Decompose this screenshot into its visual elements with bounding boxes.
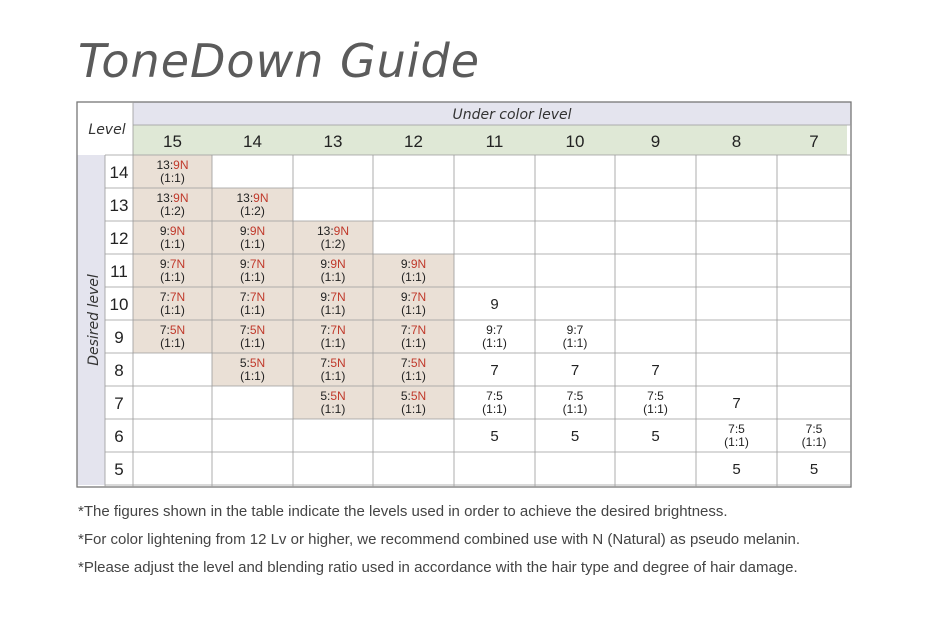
cell-formula: 9:7N [320,290,346,304]
row-label-14: 14 [109,163,129,182]
cell-formula: 9:9N [400,257,427,271]
column-header-label: Under color level [452,107,572,123]
row-label-12: 12 [109,229,129,248]
cell-formula: 7:5N [239,323,266,337]
cell-ratio: (1:1) [401,402,426,416]
cell-ratio: (1:1) [320,369,346,383]
cell-ratio: (1:1) [401,303,426,317]
cell-ratio: (1:1) [160,270,185,284]
corner-label: Level [88,122,126,138]
cell-formula: 7:5N [400,356,427,370]
cell-formula: 7:5 [728,422,745,436]
cell-formula: 7:5 [805,422,823,436]
footnote-1: *The figures shown in the table indicate the levels used in order to achieve the desired brightness. [78,503,728,520]
column-label-10: 10 [565,132,585,151]
cell-formula: 13:9N [316,224,350,238]
column-label-14: 14 [243,132,262,151]
cell-formula: 9:9N [159,224,186,238]
row-header-label: Desired level [86,274,102,366]
cell-formula: 9:7N [159,257,186,271]
cell-formula: 5:5N [320,389,346,403]
cell-formula: 13:9N [236,191,269,205]
cell-formula: 13:9N [156,191,189,205]
cell-ratio: (1:1) [320,270,346,284]
cell-ratio: (1:1) [160,171,185,185]
cell-ratio: (1:1) [482,402,507,416]
cell-formula: 7:5 [486,389,503,403]
cell-ratio: (1:1) [240,336,265,350]
cell-formula: 9:9N [239,224,266,238]
row-label-6: 6 [114,427,124,446]
column-label-12: 12 [404,132,423,151]
cell-value: 5 [490,428,499,445]
column-label-7: 7 [809,132,819,151]
cell-value: 7 [651,362,660,379]
cell-formula: 5:5N [239,356,266,370]
cell-formula: 13:9N [156,158,189,172]
footnote-3: *Please adjust the level and blending ratio used in accordance with the hair type and degree of hair damage. [78,559,798,576]
cell-value: 5 [570,428,580,445]
cell-ratio: (1:1) [724,435,749,449]
cell-formula: 7:7N [159,290,186,304]
cell-ratio: (1:1) [801,435,827,449]
cell-ratio: (1:1) [240,369,265,383]
row-label-9: 9 [114,328,124,347]
cell-ratio: (1:1) [160,303,185,317]
column-label-15: 15 [163,132,182,151]
cell-formula: 7:7N [400,323,427,337]
cell-formula: 5:5N [400,389,427,403]
cell-formula: 9:7 [486,323,503,337]
cell-value: 7 [490,362,499,379]
cell-formula: 9:7N [400,290,427,304]
cell-ratio: (1:1) [643,402,668,416]
row-label-13: 13 [109,196,129,215]
column-label-13: 13 [323,132,343,151]
column-label-11: 11 [485,132,504,151]
cell-formula: 7:5 [647,389,664,403]
cell-formula: 9:7 [566,323,584,337]
cell-ratio: (1:1) [160,237,185,251]
cell-ratio: (1:1) [562,336,588,350]
cell-ratio: (1:2) [320,237,346,251]
cell-ratio: (1:1) [240,237,265,251]
row-label-8: 8 [114,361,124,380]
cell-ratio: (1:1) [401,336,426,350]
cell-formula: 7:7N [239,290,266,304]
cell-formula: 7:7N [320,323,346,337]
cell-ratio: (1:1) [320,303,346,317]
row-label-11: 11 [110,262,128,281]
cell-ratio: (1:1) [240,303,265,317]
cell-ratio: (1:1) [320,336,346,350]
page-title: ToneDown Guide [78,34,481,88]
cell-ratio: (1:1) [160,336,185,350]
cell-value: 7 [732,395,741,412]
cell-ratio: (1:1) [240,270,265,284]
row-label-5: 5 [114,460,124,479]
row-label-7: 7 [114,394,124,413]
cell-value: 7 [570,362,580,379]
column-label-9: 9 [650,132,661,151]
cell-formula: 7:5N [159,323,186,337]
cell-ratio: (1:2) [160,204,185,218]
cell-ratio: (1:1) [320,402,346,416]
cell-value: 9 [490,296,499,313]
cell-ratio: (1:1) [482,336,507,350]
cell-formula: 9:7N [239,257,266,271]
cell-ratio: (1:1) [401,270,426,284]
cell-formula: 9:9N [320,257,346,271]
cell-value: 5 [809,461,819,478]
row-label-10: 10 [109,295,129,314]
cell-formula: 7:5N [320,356,346,370]
cell-value: 5 [651,428,660,445]
footnote-2: *For color lightening from 12 Lv or higher, we recommend combined use with N (Natural) as pseudo melanin. [78,531,801,548]
cell-ratio: (1:1) [401,369,426,383]
column-label-8: 8 [731,132,742,151]
cell-ratio: (1:2) [240,204,265,218]
cell-formula: 7:5 [566,389,584,403]
cell-ratio: (1:1) [562,402,588,416]
cell-value: 5 [732,461,741,478]
